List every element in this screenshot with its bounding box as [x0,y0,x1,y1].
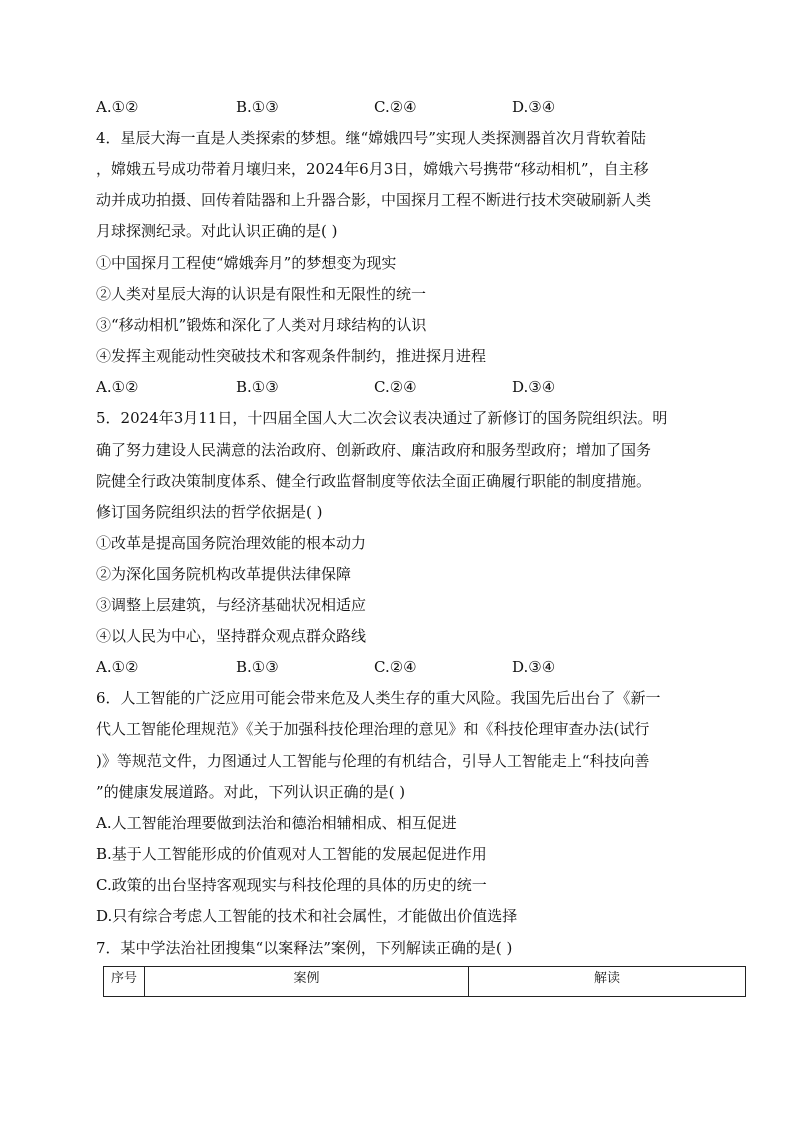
q3-option-c: C.②④ [374,98,417,116]
q4-stem-line-2: ，嫦娥五号成功带着月壤归来，2024年6月3日，嫦娥六号携带“移动相机”，自主移 [96,160,649,178]
q4-option-c: C.②④ [374,378,417,396]
q4-statement-2: ②人类对星辰大海的认识是有限性和无限性的统一 [96,285,427,303]
q5-stem-line-4: 修订国务院组织法的哲学依据是( ) [96,503,323,521]
q5-options [96,657,706,677]
q6-choice-b: B.基于人工智能形成的价值观对人工智能的发展起促进作用 [96,845,487,863]
q5-option-b: B.①③ [236,658,279,676]
q6-choice-c: C.政策的出台坚持客观现实与科技伦理的具体的历史的统一 [96,876,487,894]
q4-statement-4: ④发挥主观能动性突破技术和客观条件制约，推进探月进程 [96,347,487,365]
q4-stem-line-3: 动并成功拍摄、回传着陆器和上升器合影，中国探月工程不断进行技术突破刷新人类 [96,191,652,209]
q4-option-a: A.①② [96,378,139,396]
table-header-case: 案例 [145,967,469,996]
q4-options [96,377,706,397]
q4-option-d: D.③④ [512,378,556,396]
q5-statement-2: ②为深化国务院机构改革提供法律保障 [96,565,352,583]
q6-stem-line-4: ”的健康发展道路。对此，下列认识正确的是( ) [96,783,406,801]
table-header-index: 序号 [104,967,145,996]
q5-statement-3: ③调整上层建筑，与经济基础状况相适应 [96,596,367,614]
q4-statement-1: ①中国探月工程使“嫦娥奔月”的梦想变为现实 [96,254,397,272]
q6-choice-d: D.只有综合考虑人工智能的技术和社会属性，才能做出价值选择 [96,907,518,925]
q5-statement-4: ④以人民为中心，坚持群众观点群众路线 [96,627,367,645]
q5-stem-line-3: 院健全行政决策制度体系、健全行政监督制度等依法全面正确履行职能的制度措施。 [96,472,652,490]
table-header-interpretation: 解读 [593,971,620,986]
q4-stem-line-4: 月球探测纪录。对此认识正确的是( ) [96,222,338,240]
q5-statement-1: ①改革是提高国务院治理效能的根本动力 [96,534,367,552]
q7-case-table [103,966,746,997]
q5-stem-line-2: 确了努力建设人民满意的法治政府、创新政府、廉洁政府和服务型政府；增加了国务 [96,441,652,459]
q5-stem-line-1: 5．2024年3月11日，十四届全国人大二次会议表决通过了新修订的国务院组织法。明 [96,409,668,427]
q5-option-c: C.②④ [374,658,417,676]
q4-option-b: B.①③ [236,378,279,396]
q6-stem-line-2: 代人工智能伦理规范》《关于加强科技伦理治理的意见》和《科技伦理审查办法(试行 [96,720,650,738]
q4-statement-3: ③“移动相机”锻炼和深化了人类对月球结构的认识 [96,316,427,334]
q3-option-b: B.①③ [236,98,279,116]
q6-choice-a: A.人工智能治理要做到法治和德治相辅相成、相互促进 [96,814,457,832]
q4-stem-line-1: 4．星辰大海一直是人类探索的梦想。继“嫦娥四号”实现人类探测器首次月背软着陆 [96,129,646,147]
q7-stem: 7．某中学法治社团搜集“以案释法”案例，下列解读正确的是( ) [96,939,513,957]
q3-option-d: D.③④ [512,98,556,116]
q6-stem-line-3: )》等规范文件，力图通过人工智能与伦理的有机结合，引导人工智能走上“科技向善 [96,752,650,770]
q3-options [96,97,706,117]
q5-option-d: D.③④ [512,658,556,676]
q5-option-a: A.①② [96,658,139,676]
q3-option-a: A.①② [96,98,139,116]
q6-stem-line-1: 6．人工智能的广泛应用可能会带来危及人类生存的重大风险。我国先后出台了《新一 [96,689,661,707]
